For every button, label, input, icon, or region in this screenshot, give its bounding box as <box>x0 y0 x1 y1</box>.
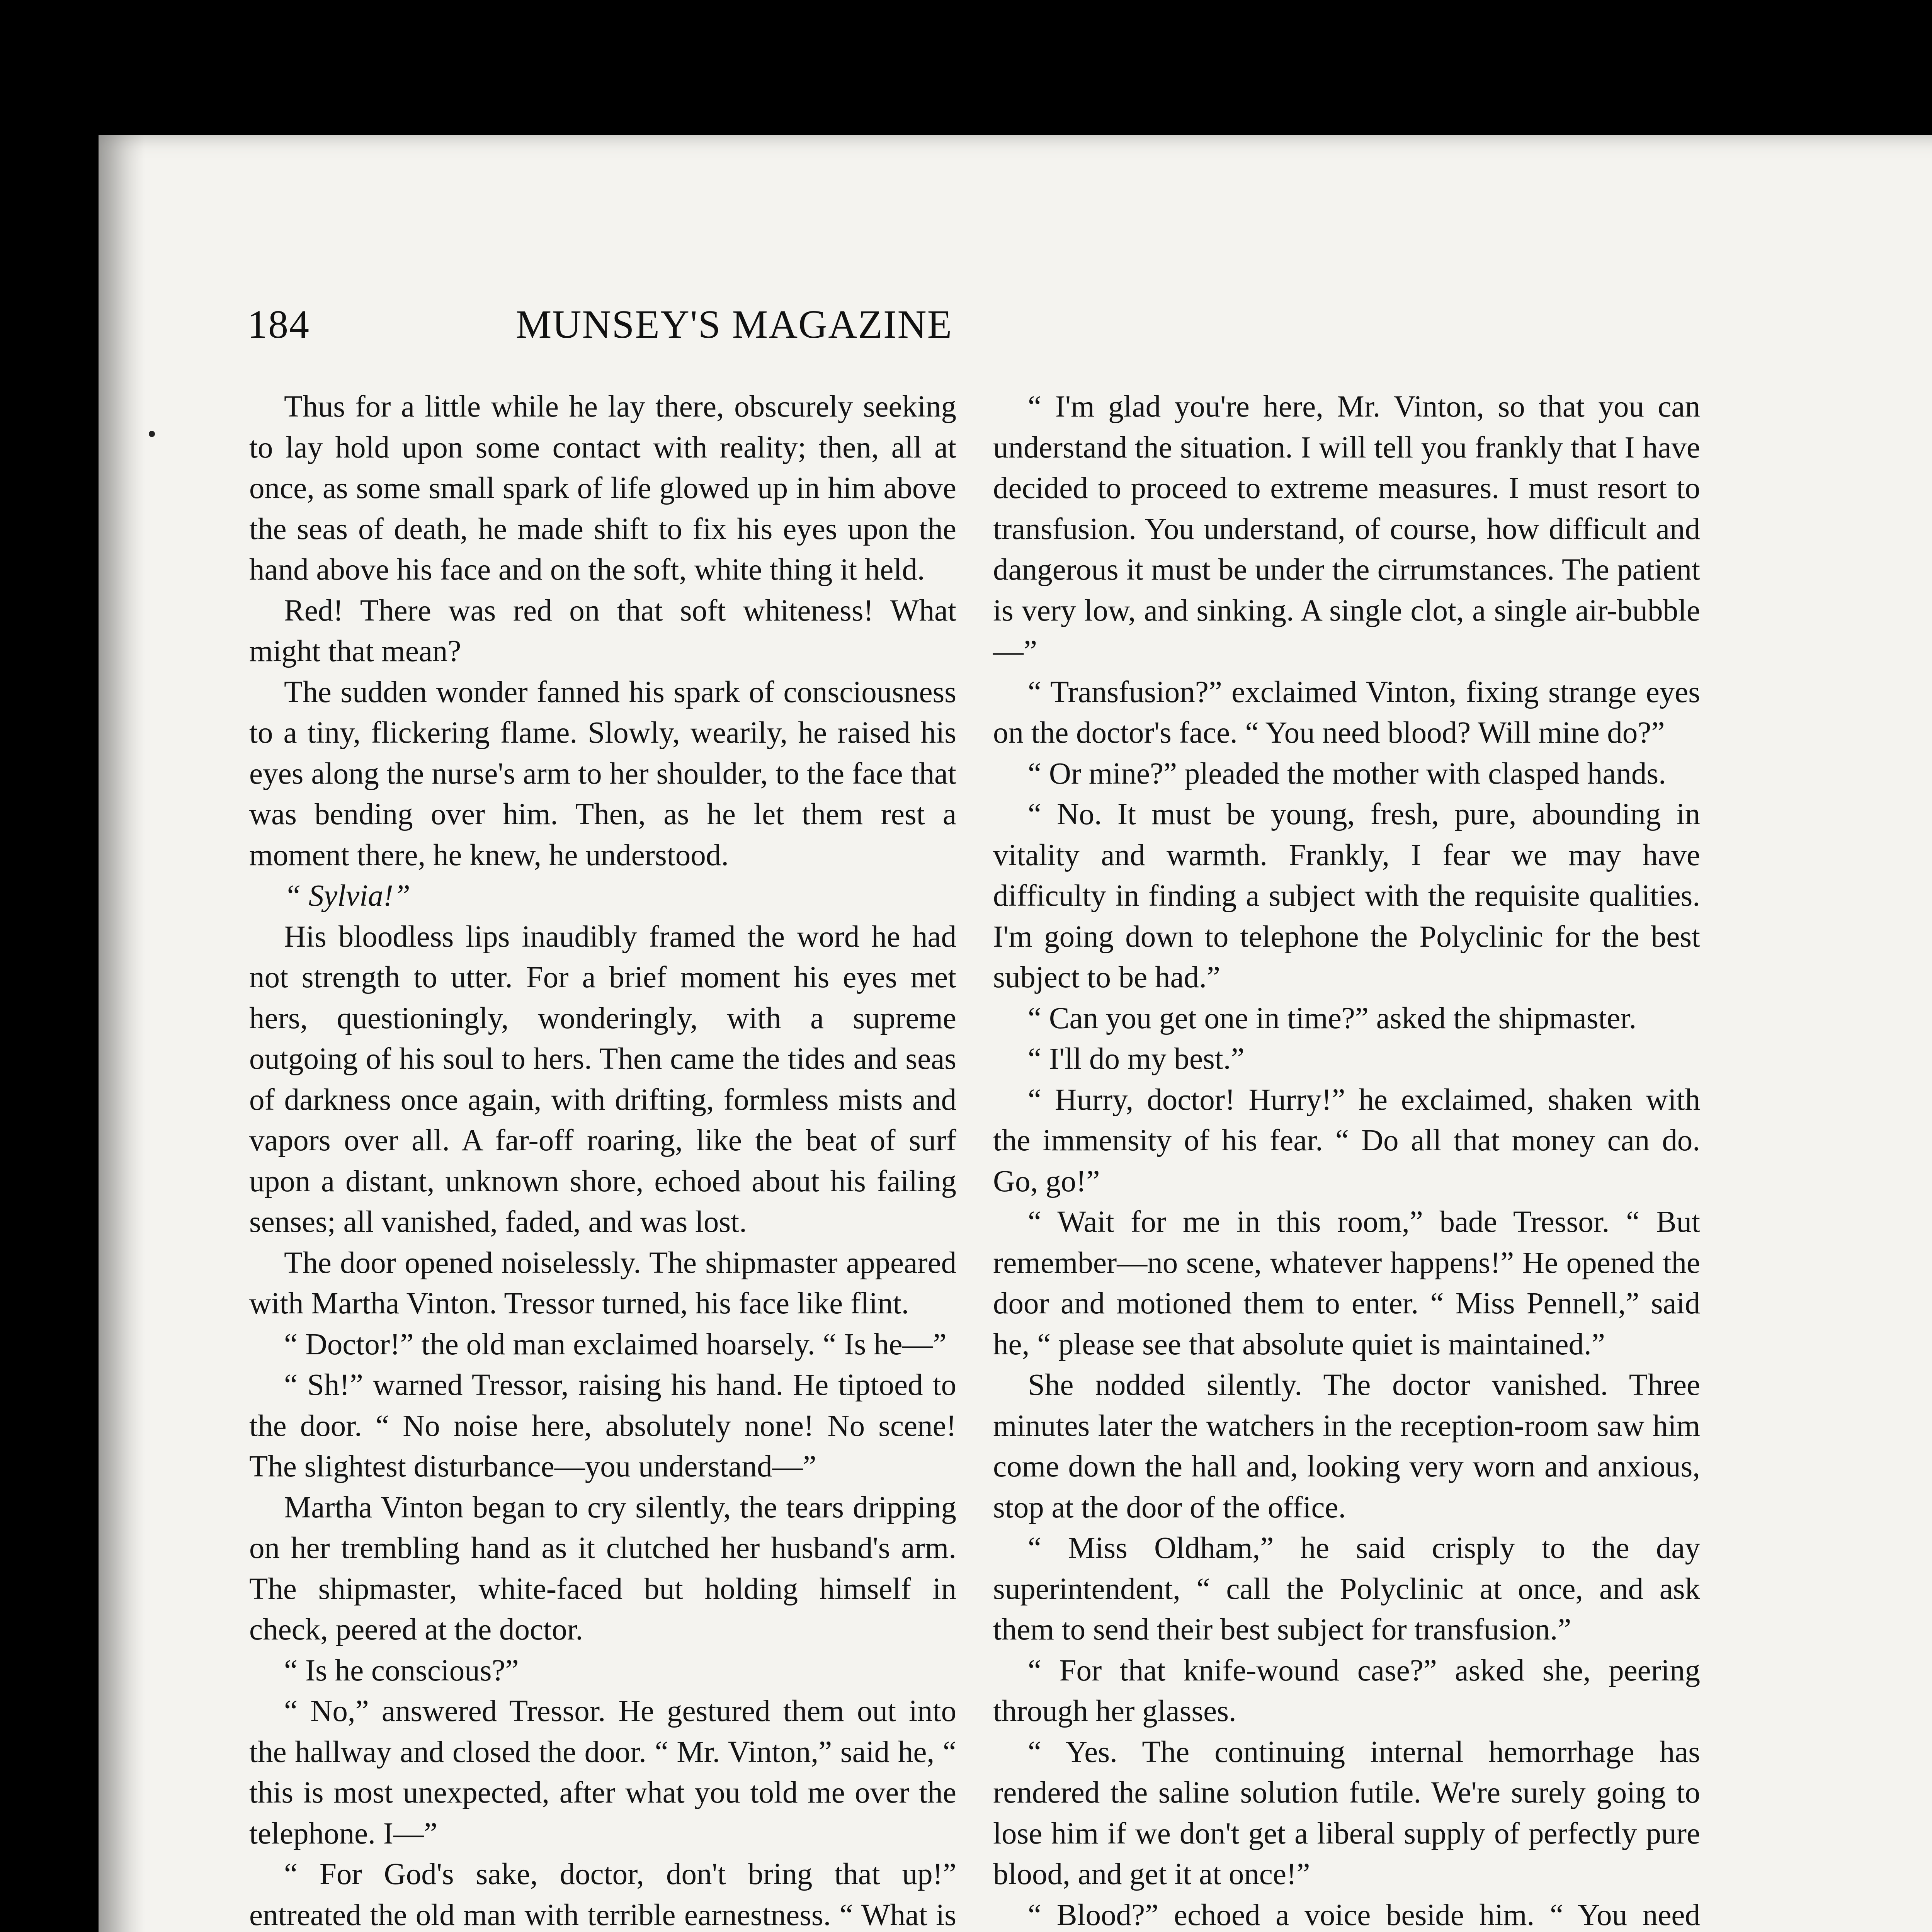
page-header <box>247 301 1221 359</box>
paragraph: “ For God's sake, doctor, don't bring that up!” entreated the old man with terrible earnestness. “ What is <box>249 1857 956 1932</box>
paragraph: “ Is he conscious?” <box>284 1653 519 1687</box>
print-speck <box>149 431 155 437</box>
gutter-shadow <box>99 135 145 1932</box>
paragraph: “ Miss Oldham,” he said crisply to the day superintendent, “ call the Polyclinic at once, and ask them to send their best subject for transfusion.” <box>993 1531 1700 1646</box>
paragraph: “ Doctor!” the old man exclaimed hoarsely. “ Is he—” <box>284 1327 947 1361</box>
paragraph: Thus for a little while he lay there, obscurely seeking to lay hold upon some contact with reality; then, all at once, as some small spark of life glowed up in him above the seas of death, he made shift to fix his eyes upon the hand above his face and on the soft, white thing it held. <box>249 390 956 587</box>
paragraph: “ Transfusion?” exclaimed Vinton, fixing strange eyes on the doctor's face. “ You need blood? Will mine do?” <box>993 675 1700 750</box>
paragraph: “ I'll do my best.” <box>1028 1042 1245 1076</box>
paragraph: His bloodless lips inaudibly framed the word he had not strength to utter. For a brief moment his eyes met hers, questioningly, wonderingly, with a supreme outgoing of his soul to hers. Then came the tides and seas of darkness once again, with drifting, formless mists and vapors over all. A far-off roaring, like the beat of surf upon a distant, unknown shore, echoed about his failing senses; all vanished, faded, and was lost. <box>249 920 956 1239</box>
paragraph: The door opened noiselessly. The shipmaster appeared with Martha Vinton. Tressor turned, his face like flint. <box>249 1246 956 1320</box>
running-title: MUNSEY'S MAGAZINE <box>515 302 953 347</box>
paragraph: Red! There was red on that soft whiteness! What might that mean? <box>249 594 956 668</box>
paragraph: Martha Vinton began to cry silently, the tears dripping on her trembling hand as it clutched her husband's arm. The shipmaster, white-faced but holding himself in check, peered at the doctor. <box>249 1490 956 1646</box>
page-number: 184 <box>247 302 310 347</box>
paragraph: “ Blood?” echoed a voice beside him. “ You need <box>1028 1898 1700 1932</box>
paragraph: “ Hurry, doctor! Hurry!” he exclaimed, shaken with the immensity of his fear. “ Do all that money can do. Go, go!” <box>993 1083 1700 1198</box>
paragraph: “ Sylvia!” <box>284 879 410 913</box>
paragraph: “ Yes. The continuing internal hemorrhage has rendered the saline solution futile. We're surely going to lose him if we don't get a liberal supply of perfectly pure blood, and get it at once!” <box>993 1735 1700 1891</box>
text-column-left <box>249 386 956 1932</box>
paragraph: “ No. It must be young, fresh, pure, abounding in vitality and warmth. Frankly, I fear we may have difficulty in finding a subject with the requisite qualities. I'm going down to telephone the Polyclinic for the best subject to be had.” <box>993 798 1700 994</box>
paragraph: “ Sh!” warned Tressor, raising his hand. He tiptoed to the door. “ No noise here, absolutely none! No scene! The slightest disturbance—you understand—” <box>249 1368 956 1483</box>
paragraph: The sudden wonder fanned his spark of consciousness to a tiny, flickering flame. Slowly, wearily, he raised his eyes along the nurse's arm to her shoulder, to the face that was bending over him. Then, as he let them rest a moment there, he knew, he understood. <box>249 675 956 872</box>
paragraph: “ Can you get one in time?” asked the shipmaster. <box>1028 1001 1637 1035</box>
paragraph: “ For that knife-wound case?” asked she, peering through her glasses. <box>993 1653 1700 1728</box>
text-column-right <box>993 386 1700 1932</box>
paragraph: “ No,” answered Tressor. He gestured them out into the hallway and closed the door. “ Mr. Vinton,” said he, “ this is most unexpected, after what you told me over the telephone. I—” <box>249 1694 956 1850</box>
paragraph: “ Or mine?” pleaded the mother with clasped hands. <box>1028 757 1666 791</box>
paragraph: She nodded silently. The doctor vanished. Three minutes later the watchers in the reception-room saw him come down the hall and, looking very worn and anxious, stop at the door of the office. <box>993 1368 1700 1524</box>
paragraph: “ Wait for me in this room,” bade Tressor. “ But remember—no scene, whatever happens!” He opened the door and motioned them to enter. “ Miss Pennell,” said he, “ please see that absolute quiet is maintained.” <box>993 1205 1700 1361</box>
paragraph: “ I'm glad you're here, Mr. Vinton, so that you can understand the situation. I will tell you frankly that I have decided to proceed to extreme measures. I must resort to transfusion. You understand, of course, how difficult and dangerous it must be under the cirrumstances. The patient is very low, and sinking. A single clot, a single air-bubble—” <box>993 390 1700 668</box>
